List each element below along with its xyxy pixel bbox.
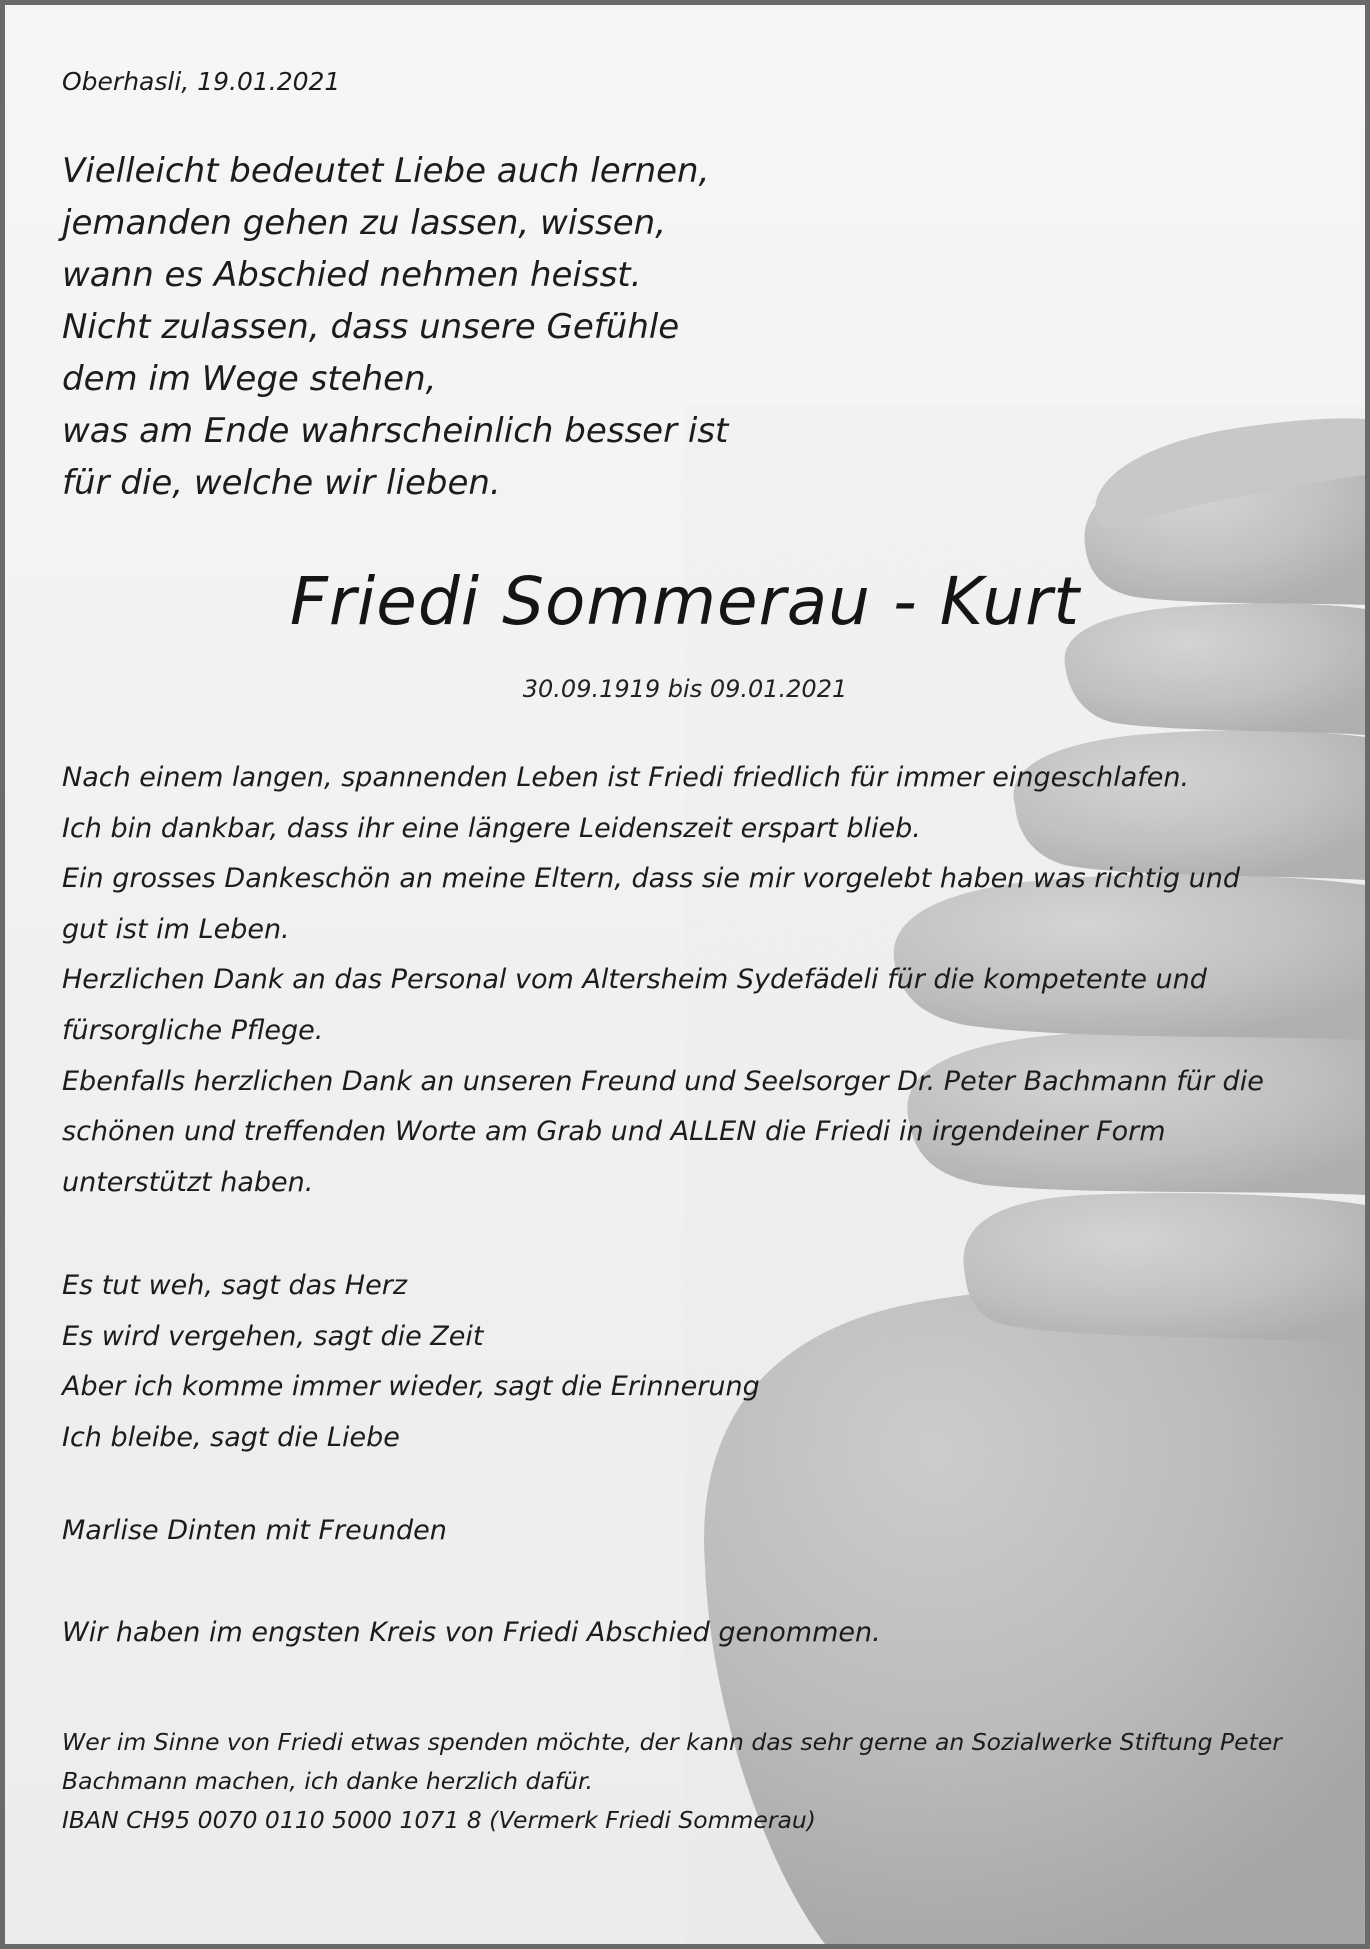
poem-line: Nicht zulassen, dass unsere Gefühle xyxy=(62,307,680,347)
message-line: Nach einem langen, spannenden Leben ist Friedi friedlich für immer eingeschlafen. xyxy=(62,762,1190,793)
donation-line: Wer im Sinne von Friedi etwas spenden möchte, der kann das sehr gerne an Sozialwerke Stiftung Peter xyxy=(62,1728,1282,1756)
mourners-signature: Marlise Dinten mit Freunden xyxy=(62,1515,447,1546)
donation-line: Bachmann machen, ich danke herzlich dafür. xyxy=(62,1767,593,1795)
poem-line: Vielleicht bedeutet Liebe auch lernen, xyxy=(62,151,710,191)
verse-line: Es tut weh, sagt das Herz xyxy=(62,1270,407,1301)
deceased-name: Friedi Sommerau - Kurt xyxy=(289,563,1081,640)
message-line: gut ist im Leben. xyxy=(62,913,290,945)
message-line: Ebenfalls herzlichen Dank an unseren Freund und Seelsorger Dr. Peter Bachmann für die xyxy=(62,1065,1264,1097)
donation-note xyxy=(62,1723,1282,1840)
message-body xyxy=(62,753,1264,1208)
message-line: fürsorgliche Pflege. xyxy=(62,1014,324,1046)
farewell-note: Wir haben im engsten Kreis von Friedi Abschied genommen. xyxy=(62,1617,881,1648)
poem-line: wann es Abschied nehmen heisst. xyxy=(62,255,642,295)
poem-line: dem im Wege stehen, xyxy=(62,359,437,399)
message-line: schönen und treffenden Worte am Grab und ALLEN die Friedi in irgendeiner Form xyxy=(62,1116,1166,1148)
verse-line: Aber ich komme immer wieder, sagt die Erinnerung xyxy=(62,1371,760,1403)
message-line: Ein grosses Dankeschön an meine Eltern, dass sie mir vorgelebt haben was richtig und xyxy=(62,863,1240,895)
message-line: Herzlichen Dank an das Personal vom Altersheim Sydefädeli für die kompetente und xyxy=(62,964,1207,996)
message-line: Ich bin dankbar, dass ihr eine längere Leidenszeit erspart blieb. xyxy=(62,812,921,844)
message-line: unterstützt haben. xyxy=(62,1166,314,1198)
poem-line: für die, welche wir lieben. xyxy=(62,463,501,503)
obituary-page xyxy=(5,5,1365,1944)
closing-verse xyxy=(62,1261,760,1463)
poem-line: jemanden gehen zu lassen, wissen, xyxy=(62,203,666,243)
donation-iban: IBAN CH95 0070 0110 5000 1071 8 (Vermerk Friedi Sommerau) xyxy=(62,1806,816,1834)
life-dates: 30.09.1919 bis 09.01.2021 xyxy=(522,675,848,703)
place-and-date: Oberhasli, 19.01.2021 xyxy=(62,67,341,96)
verse-line: Es wird vergehen, sagt die Zeit xyxy=(62,1320,484,1352)
poem-line: was am Ende wahrscheinlich besser ist xyxy=(62,411,729,451)
opening-poem xyxy=(62,145,728,509)
verse-line: Ich bleibe, sagt die Liebe xyxy=(62,1421,400,1453)
